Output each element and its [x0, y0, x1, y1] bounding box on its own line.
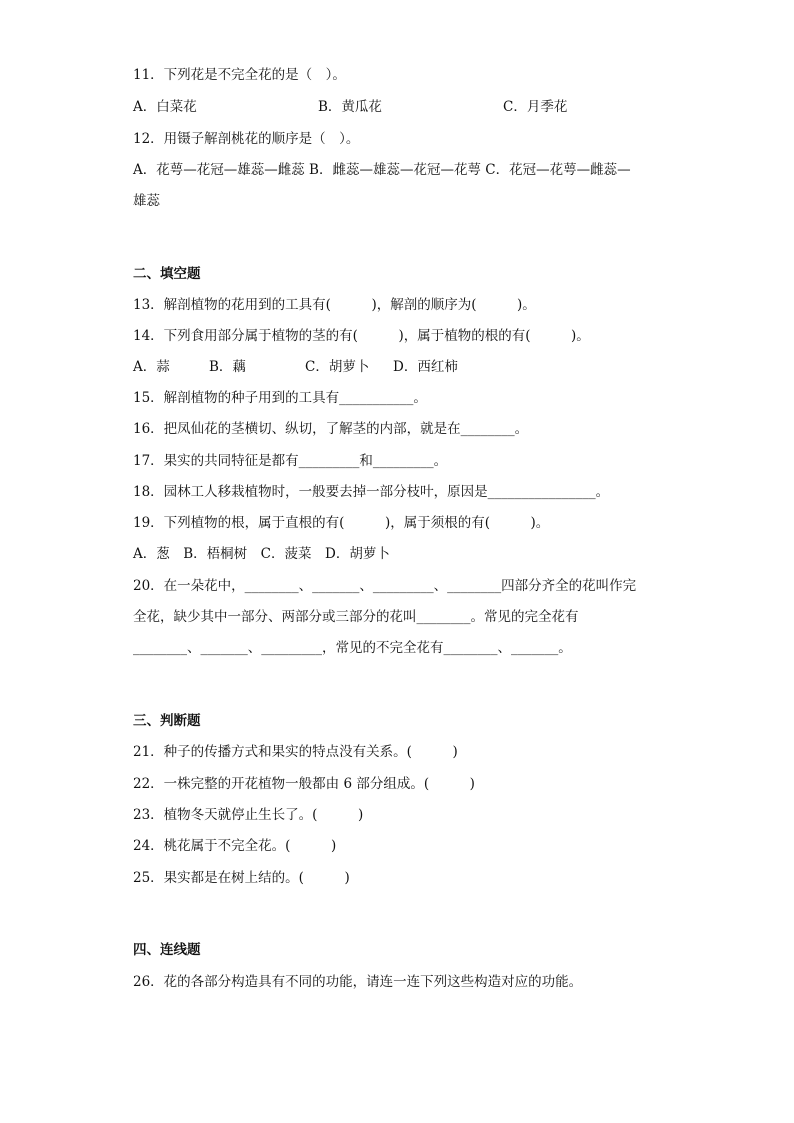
q19-options: A．葱 B．梧桐树 C．菠菜 D．胡萝卜	[133, 546, 390, 562]
question-18: 18．园林工人移栽植物时，一般要去掉一部分枝叶，原因是________________。	[133, 484, 610, 500]
question-23: 23．植物冬天就停止生长了。( )	[133, 807, 364, 823]
question-12: 12．用镊子解剖桃花的顺序是（ ）。	[133, 131, 360, 147]
question-20-line-3: ________、_______、_________，常见的不完全花有________、_______。	[133, 640, 572, 656]
q14-option-c: C．胡萝卜	[305, 359, 370, 375]
question-13: 13．解剖植物的花用到的工具有( )，解剖的顺序为( )。	[133, 297, 536, 313]
question-16: 16．把凤仙花的茎横切、纵切，了解茎的内部，就是在________。	[133, 421, 529, 437]
q12-options-line-1: A．花萼—花冠—雄蕊—雌蕊 B．雌蕊—雄蕊—花冠—花萼 C．花冠—花萼—雌蕊—	[133, 162, 631, 178]
q11-option-a: A．白菜花	[133, 99, 197, 115]
q11-option-b: B．黄瓜花	[318, 99, 382, 115]
q14-option-a: A．蒜	[133, 359, 170, 375]
question-15: 15．解剖植物的种子用到的工具有___________。	[133, 390, 427, 406]
question-25: 25．果实都是在树上结的。( )	[133, 870, 350, 886]
question-24: 24．桃花属于不完全花。( )	[133, 838, 337, 854]
section-heading-true-false: 三、判断题	[133, 713, 201, 729]
question-14: 14．下列食用部分属于植物的茎的有( )，属于植物的根的有( )。	[133, 328, 590, 344]
question-11: 11．下列花是不完全花的是（ ）。	[133, 67, 346, 83]
q12-options-line-2: 雄蕊	[133, 193, 160, 209]
question-19: 19．下列植物的根，属于直根的有( )，属于须根的有( )。	[133, 515, 550, 531]
question-21: 21．种子的传播方式和果实的特点没有关系。( )	[133, 744, 458, 760]
question-22: 22．一株完整的开花植物一般都由 6 部分组成。( )	[133, 776, 475, 792]
q11-option-c: C．月季花	[503, 99, 568, 115]
question-26: 26．花的各部分构造具有不同的功能，请连一连下列这些构造对应的功能。	[133, 974, 583, 990]
question-17: 17．果实的共同特征是都有_________和_________。	[133, 453, 448, 469]
section-heading-matching: 四、连线题	[133, 942, 201, 958]
q14-option-d: D．西红柿	[393, 359, 458, 375]
question-20-line-2: 全花，缺少其中一部分、两部分或三部分的花叫________。常见的完全花有	[133, 609, 579, 625]
q14-option-b: B．藕	[209, 359, 246, 375]
question-20-line-1: 20．在一朵花中，________、_______、_________、________四部分齐全的花叫作完	[133, 578, 637, 594]
section-heading-fill-in: 二、填空题	[133, 266, 201, 282]
